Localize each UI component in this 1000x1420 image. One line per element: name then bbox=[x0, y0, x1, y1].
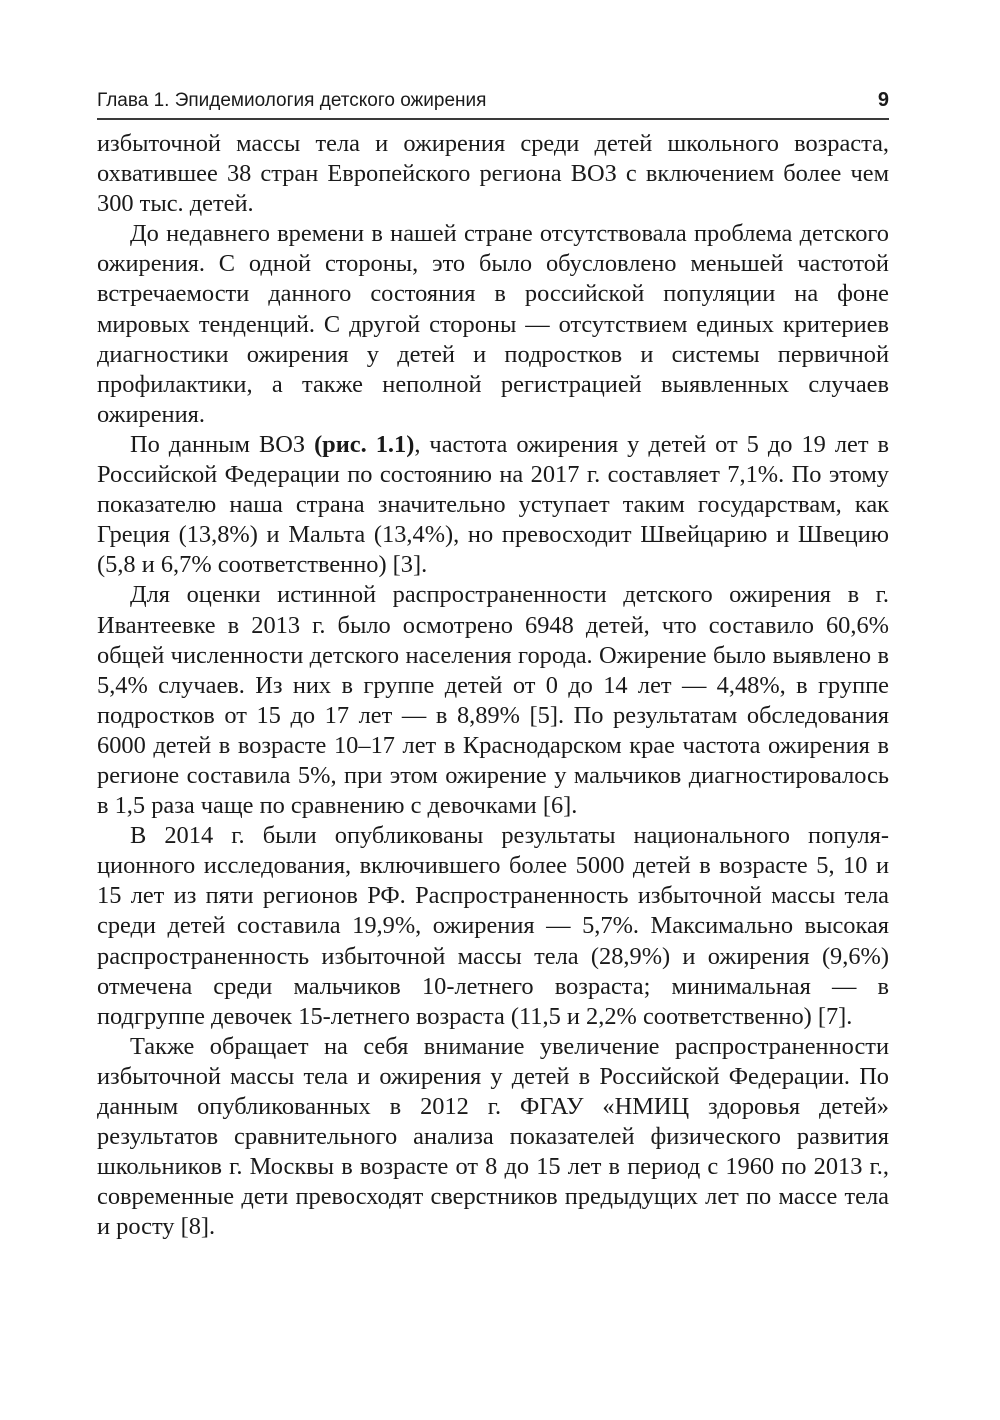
paragraph: В 2014 г. были опубликованы результаты национального популяционного исследования, включившего более 5000 детей в возрасте 5, 10 и 15 лет из пяти регионов РФ. Распространенность избыточной массы тела среди детей составила 19,9%, ожирения — 5,7%. Максимально высокая распространенность избыточной массы тела (28,9%) и ожирения (9,6%) отмечена среди мальчиков 10-летнего возраста; минимальная — в подгруппе девочек 15-летнего возраста (11,5 и 2,2% соответственно) [7]. bbox=[97, 822, 889, 1030]
book-page bbox=[97, 84, 889, 1242]
chapter-title: Глава 1. Эпидемиология детского ожирения bbox=[97, 90, 487, 111]
figure-reference: (рис. 1.1) bbox=[314, 430, 415, 458]
paragraph-text-end: , частота ожирения у детей от 5 до 19 лет в Российской Федерации по состоянию на 2017 г. составляет 7,1%. По этому показателю наша страна значительно уступает таким государствам, как Греция (13,8%) и Мальта (13,4%), но превосходит Швейцарию и Швецию (5,8 и 6,7% соответственно) [3]. bbox=[97, 430, 889, 579]
paragraph: Для оценки истинной распространенности детского ожирения в г. Ивантеевке в 2013 г. было осмотрено 6948 детей, что составило 60,6% общей численности детского населения города. Ожирение было выявлено в 5,4% случаев. Из них в группе детей от 0 до 14 лет — 4,48%, в группе подростков от 15 до 17 лет — в 8,89% [5]. По результатам обследования 6000 детей в возрасте 10–17 лет в Краснодарском крае частота ожирения в регионе составила 5%, при этом ожирение у мальчиков диагностировалось в 1,5 раза чаще по сравнению с девочками [6]. bbox=[97, 581, 889, 820]
running-header bbox=[97, 84, 889, 120]
paragraph-continuation: избыточной массы тела и ожирения среди детей школьного возраста, охватившее 38 стран Европейского региона ВОЗ с включением более чем 300 тыс. детей. bbox=[97, 130, 889, 218]
page-number: 9 bbox=[877, 89, 889, 111]
body-text bbox=[97, 129, 889, 1242]
paragraph: До недавнего времени в нашей стране отсутствовала проблема детского ожирения. С одной стороны, это было обусловлено меньшей частотой встречаемости данного состояния в российской популяции на фоне мировых тенденций. С другой стороны — отсутствием единых критериев диагностики ожирения у детей и подростков и системы первичной профилактики, а также неполной регистрацией выявленных случаев ожирения. bbox=[97, 220, 889, 428]
paragraph-who-data bbox=[97, 430, 889, 580]
paragraph: Также обращает на себя внимание увеличение распространенности избыточной массы тела и ожирения у детей в Российской Федерации. По данным опубликованных в 2012 г. ФГАУ «НМИЦ здоровья детей» результатов сравнительного анализа показателей физического развития школьников г. Москвы в возрасте от 8 до 15 лет в период с 1960 по 2013 г., современные дети превосходят сверстников предыдущих лет по массе тела и росту [8]. bbox=[97, 1032, 889, 1241]
paragraph-text-start: По данным ВОЗ bbox=[130, 430, 315, 458]
